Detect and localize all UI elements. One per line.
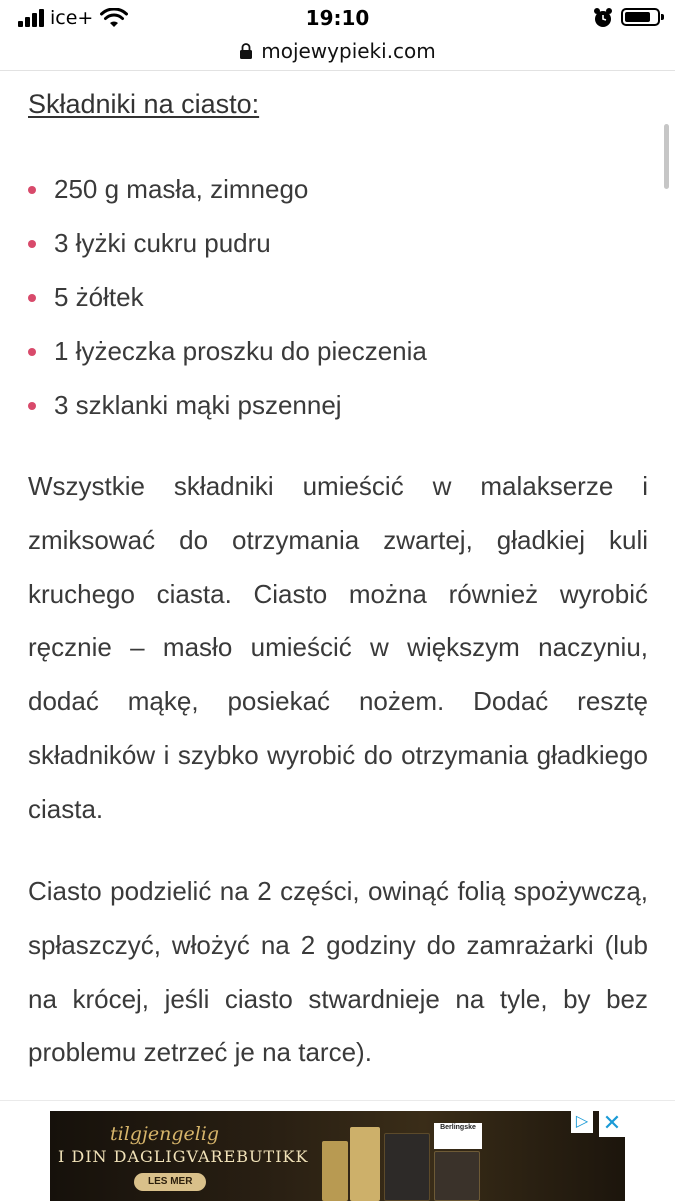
ad-brand-label: Berlingske	[434, 1123, 482, 1149]
page-url[interactable]: mojewypieki.com	[261, 39, 436, 63]
lock-icon	[239, 43, 253, 59]
bullet-icon	[28, 240, 36, 248]
ad-strip	[0, 1100, 675, 1201]
ingredient-item: 3 szklanki mąki pszennej	[28, 378, 648, 432]
browser-address-bar[interactable]	[0, 36, 675, 71]
article-content	[28, 84, 648, 1068]
ingredient-item: 250 g masła, zimnego	[28, 162, 648, 216]
ad-choices-icon[interactable]: ▷	[571, 1111, 593, 1133]
bullet-icon	[28, 294, 36, 302]
alarm-clock-icon	[592, 7, 614, 29]
ingredients-heading: Składniki na ciasto:	[28, 89, 260, 119]
ad-product-image	[434, 1151, 480, 1201]
bullet-icon	[28, 186, 36, 194]
status-time: 19:10	[305, 6, 370, 30]
battery-icon	[621, 8, 660, 26]
ingredient-item: 3 łyżki cukru pudru	[28, 216, 648, 270]
bullet-icon	[28, 402, 36, 410]
instruction-paragraph: Ciasto podzielić na 2 części, owinąć folią spożywczą, spłaszczyć, włożyć na 2 godziny do zamrażarki (lub na krócej, jeśli ciasto stwardnieje na tyle, by bez problemu zetrzeć je na tarce).	[28, 876, 648, 1068]
battery-level-fill	[625, 12, 650, 22]
instruction-paragraph: Wszystkie składniki umieścić w malakserze i zmiksować do otrzymania zwartej, gładkiej kuli kruchego ciasta. Ciasto można również wyrobić ręcznie – masło umieścić w większym naczyniu, dodać mąkę, posiekać nożem. Dodać resztę składników i szybko wyrobić do otrzymania gładkiego ciasta.	[28, 471, 648, 824]
ad-product-image	[322, 1141, 348, 1201]
ad-subline: I DIN DAGLIGVAREBUTIKK	[58, 1147, 309, 1166]
ad-read-more-button[interactable]: LES MER	[134, 1173, 206, 1191]
ingredient-list	[28, 162, 648, 432]
bullet-icon	[28, 348, 36, 356]
ad-product-image	[350, 1127, 380, 1201]
ad-close-icon[interactable]: ✕	[599, 1111, 625, 1137]
carrier-name: ice+	[50, 7, 94, 29]
ad-product-image	[384, 1133, 430, 1201]
status-bar	[0, 0, 675, 36]
ad-headline: tilgjengelig	[110, 1123, 220, 1145]
advertisement-banner[interactable]	[50, 1111, 625, 1201]
scrollbar-thumb[interactable]	[664, 124, 669, 189]
ingredient-item: 5 żółtek	[28, 270, 648, 324]
ingredient-item: 1 łyżeczka proszku do pieczenia	[28, 324, 648, 378]
